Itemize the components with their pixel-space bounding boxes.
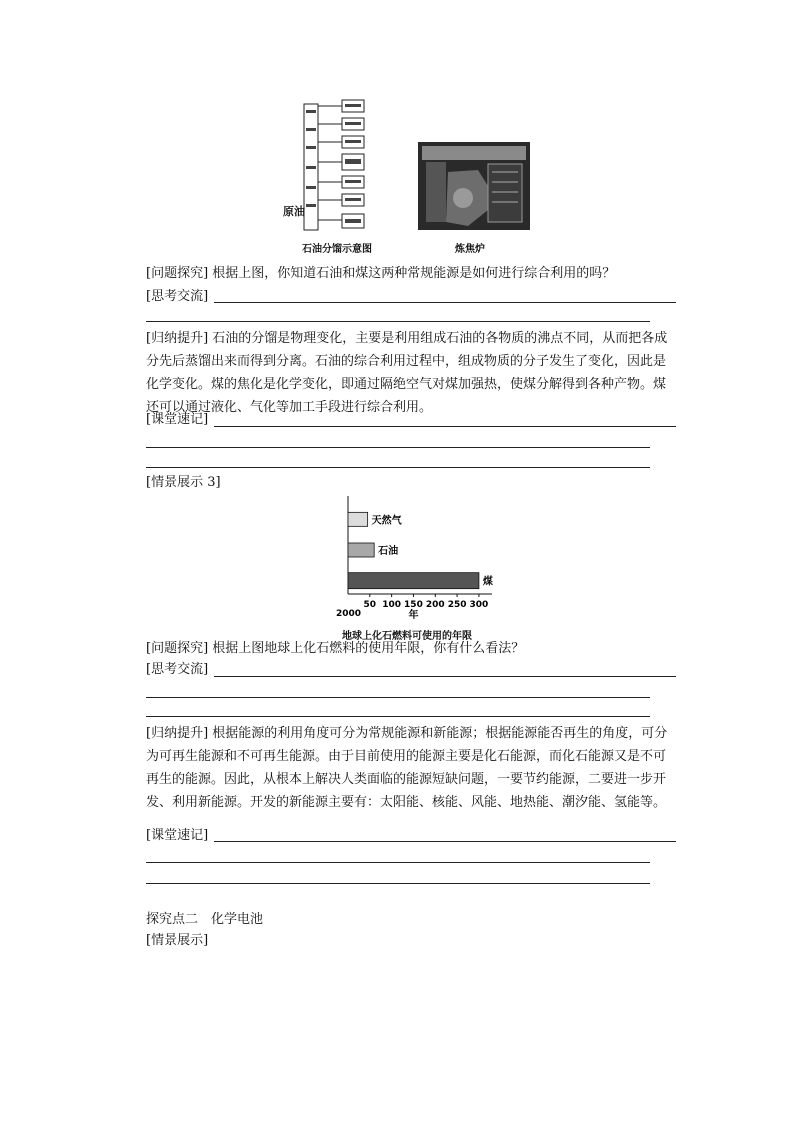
coke-oven-photo-svg bbox=[418, 142, 530, 230]
bar-label: 石油 bbox=[378, 546, 399, 557]
notes-line[interactable] bbox=[214, 841, 676, 842]
x-tick-label: 200 bbox=[425, 600, 445, 610]
section-heading: 探究点二 化学电池 bbox=[146, 912, 264, 927]
x-tick-label: 300 bbox=[469, 600, 489, 610]
discuss-label-1: [思考交流] bbox=[146, 289, 209, 304]
photo-caption: 炼焦炉 bbox=[455, 244, 485, 255]
discuss-label-2: [思考交流] bbox=[146, 662, 209, 677]
question-2: [问题探究] 根据上图地球上化石燃料的使用年限，你有什么看法？ bbox=[146, 641, 525, 656]
bar-煤 bbox=[348, 573, 479, 589]
x-tick-label: 150 bbox=[404, 600, 423, 610]
notes-line[interactable] bbox=[214, 426, 676, 427]
x-tick-label: 100 bbox=[382, 600, 402, 610]
notes-line[interactable] bbox=[146, 883, 650, 884]
x-origin-label: 2000 bbox=[336, 609, 362, 619]
answer-line[interactable] bbox=[146, 321, 650, 322]
notes-label-1: [课堂速记] bbox=[146, 412, 209, 427]
bar-label: 煤 bbox=[482, 576, 493, 588]
notes-line[interactable] bbox=[146, 467, 650, 468]
bar-石油 bbox=[348, 543, 374, 557]
answer-line[interactable] bbox=[146, 716, 650, 717]
bar-天然气 bbox=[348, 512, 368, 526]
answer-line[interactable] bbox=[214, 676, 676, 677]
bar-label: 天然气 bbox=[371, 515, 402, 527]
scene-3-label: [情景展示 3] bbox=[146, 475, 221, 490]
answer-line[interactable] bbox=[146, 697, 650, 698]
answer-line[interactable] bbox=[214, 302, 676, 303]
fossil-fuel-chart bbox=[330, 492, 500, 632]
diagram-caption: 石油分馏示意图 bbox=[302, 244, 372, 255]
scene-label: [情景展示] bbox=[146, 933, 209, 948]
question-1: [问题探究] 根据上图，你知道石油和煤这两种常规能源是如何进行综合利用的吗？ bbox=[146, 266, 616, 281]
notes-label-2: [课堂速记] bbox=[146, 828, 209, 843]
x-tick-label: 250 bbox=[447, 600, 467, 610]
fossil-fuel-chart-svg bbox=[330, 492, 500, 632]
notes-line[interactable] bbox=[146, 447, 650, 448]
coke-oven-photo bbox=[418, 142, 530, 230]
summary-1: [归纳提升] 石油的分馏是物理变化，主要是利用组成石油的各物质的沸点不同，从而把各成分先后蒸馏出来而得到分离。石油的综合利用过程中，组成物质的分子发生了变化，因此是化学变化。煤的焦化是化学变化，即通过隔绝空气对煤加强热，使煤分解得到各种产物。煤还可以通过液化、气化等加工手段进行综合利用。 bbox=[146, 331, 668, 415]
summary-2: [归纳提升] 根据能源的利用角度可分为常规能源和新能源；根据能源能否再生的角度，可分为可再生能源和不可再生能源。由于目前使用的能源主要是化石能源，而化石能源又是不可再生的能源。因此，从根本上解决人类面临的能源短缺问题，一要节约能源，二要进一步开发、利用新能源。开发的新能源主要有：太阳能、核能、风能、地热能、潮汐能、氢能等。 bbox=[146, 726, 668, 810]
x-axis-label: 年 bbox=[408, 610, 419, 621]
diagram-input-label: 原油 bbox=[283, 205, 305, 218]
notes-line[interactable] bbox=[146, 862, 650, 863]
x-tick-label: 50 bbox=[363, 600, 377, 610]
chart-title: 地球上化石燃料可使用的年限 bbox=[342, 631, 472, 642]
